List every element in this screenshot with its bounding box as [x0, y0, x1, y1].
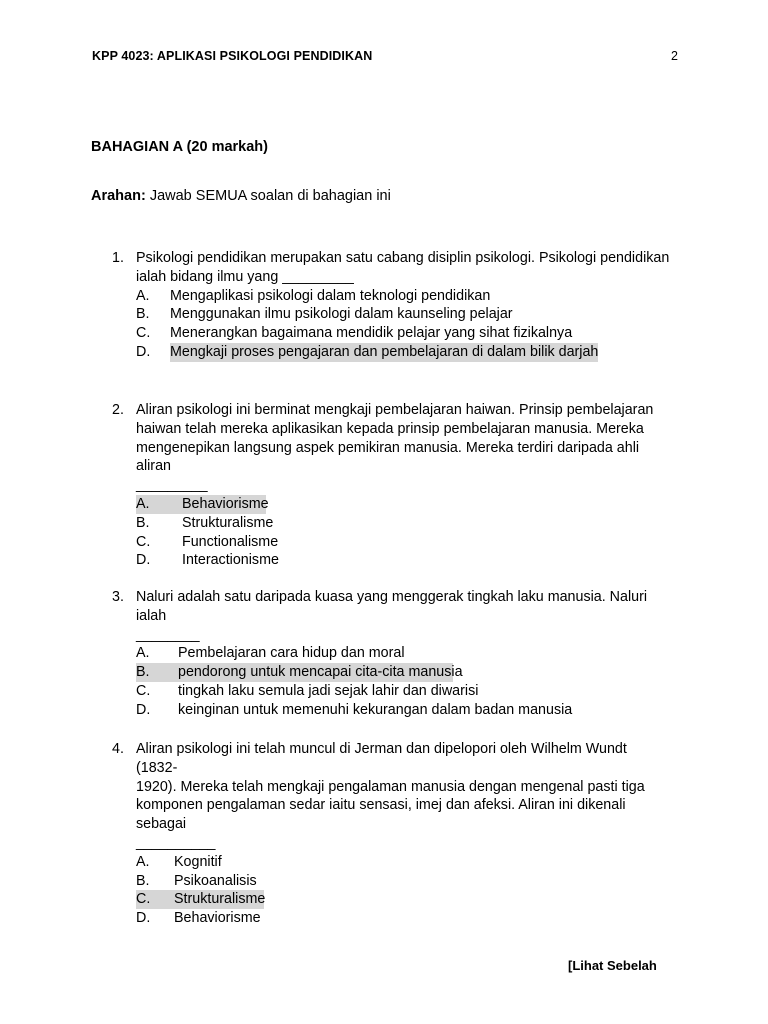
- option-a: [136, 644, 672, 663]
- option-label: A.: [136, 287, 150, 304]
- question-number: 3.: [112, 589, 124, 605]
- option-b: [136, 663, 672, 682]
- option-text-highlighted: Mengkaji proses pengajaran dan pembelajaran di dalam bilik darjah: [170, 343, 599, 360]
- page-number: 2: [671, 49, 678, 63]
- option-text: Behaviorisme: [174, 910, 261, 927]
- option-label: A.: [136, 853, 150, 870]
- question-number: 2.: [112, 402, 124, 418]
- stem-line: Aliran psikologi ini telah muncul di Jerman dan dipelopori oleh Wilhelm Wundt (1832-: [136, 741, 627, 776]
- option-label: C.: [136, 533, 151, 550]
- stem-line: Aliran psikologi ini berminat mengkaji pembelajaran haiwan. Prinsip pembelajaran: [136, 402, 654, 418]
- option-label: B.: [136, 664, 150, 681]
- option-text: Pembelajaran cara hidup dan moral: [178, 645, 405, 662]
- option-text: Behaviorisme: [182, 495, 269, 512]
- option-text: Interactionisme: [182, 552, 279, 569]
- option-label: C.: [136, 891, 151, 908]
- stem-line: komponen pengalaman sedar iaitu sensasi, imej dan afeksi. Aliran ini dikenali sebagai: [136, 797, 626, 833]
- instruction: [91, 188, 391, 204]
- option-a: [136, 287, 672, 306]
- option-label: B.: [136, 872, 150, 889]
- question-3: [112, 588, 672, 720]
- option-label: C.: [136, 325, 151, 342]
- instruction-text: Jawab SEMUA soalan di bahagian ini: [145, 188, 391, 204]
- question-number: 4.: [112, 741, 124, 757]
- stem-line: ________: [136, 626, 200, 643]
- course-header: KPP 4023: APLIKASI PSIKOLOGI PENDIDIKAN: [92, 49, 373, 63]
- option-a: [136, 495, 672, 514]
- question-2: [112, 401, 672, 570]
- option-b: [136, 514, 672, 533]
- option-text: Mengaplikasi psikologi dalam teknologi pendidikan: [170, 287, 491, 304]
- question-stem: [136, 249, 672, 287]
- options: [136, 853, 672, 928]
- option-c: [136, 324, 672, 343]
- option-text: Functionalisme: [182, 533, 279, 550]
- option-d: [136, 551, 672, 570]
- option-label: C.: [136, 682, 151, 699]
- option-label: D.: [136, 701, 151, 718]
- option-a: [136, 853, 672, 872]
- section-title: BAHAGIAN A (20 markah): [91, 139, 268, 155]
- option-label: B.: [136, 514, 150, 531]
- question-stem: [136, 740, 672, 853]
- option-highlight: [136, 495, 269, 514]
- option-d: [136, 701, 672, 720]
- option-label: B.: [136, 306, 150, 323]
- option-c: [136, 682, 672, 701]
- stem-line: mengenepikan langsung aspek pemikiran manusia. Mereka terdiri daripada ahli aliran: [136, 439, 640, 475]
- question-1: [112, 249, 672, 362]
- option-label: A.: [136, 495, 150, 512]
- option-text: Psikoanalisis: [174, 872, 257, 889]
- option-label: A.: [136, 645, 150, 662]
- option-text: Strukturalisme: [174, 891, 266, 908]
- option-b: [136, 872, 672, 891]
- stem-line: haiwan telah mereka aplikasikan kepada prinsip pembelajaran manusia. Mereka: [136, 420, 644, 437]
- option-text: Menerangkan bagaimana mendidik pelajar yang sihat fizikalnya: [170, 325, 573, 342]
- option-text: pendorong untuk mencapai cita-cita manusia: [178, 664, 463, 681]
- option-label: D.: [136, 552, 151, 569]
- option-label: D.: [136, 910, 151, 927]
- option-text: Menggunakan ilmu psikologi dalam kaunseling pelajar: [170, 306, 513, 323]
- option-text: tingkah laku semula jadi sejak lahir dan diwarisi: [178, 682, 479, 699]
- stem-line: ialah bidang ilmu yang _________: [136, 268, 354, 285]
- instruction-label: Arahan:: [91, 188, 146, 204]
- stem-line: Naluri adalah satu daripada kuasa yang menggerak tingkah laku manusia. Naluri ialah: [136, 589, 648, 624]
- question-stem: [136, 401, 672, 495]
- option-label: D.: [136, 343, 151, 360]
- question-4: [112, 740, 672, 928]
- question-number: 1.: [112, 250, 124, 266]
- option-text: Kognitif: [174, 853, 222, 870]
- option-text: keinginan untuk memenuhi kekurangan dalam badan manusia: [178, 701, 573, 718]
- option-highlight: [136, 890, 264, 909]
- options: [136, 287, 672, 362]
- option-b: [136, 305, 672, 324]
- option-d: [136, 343, 672, 362]
- question-stem: [136, 588, 672, 644]
- option-c: [136, 890, 672, 909]
- option-highlight: [136, 663, 463, 682]
- option-text: Strukturalisme: [182, 514, 274, 531]
- options: [136, 644, 672, 719]
- option-c: [136, 533, 672, 552]
- next-page-note: [Lihat Sebelah: [568, 958, 657, 973]
- option-d: [136, 909, 672, 928]
- stem-line: Psikologi pendidikan merupakan satu cabang disiplin psikologi. Psikologi pendidikan: [136, 250, 670, 266]
- stem-line: _________: [136, 477, 208, 494]
- stem-line: 1920). Mereka telah mengkaji pengalaman manusia dengan mengenal pasti tiga: [136, 778, 645, 795]
- options: [136, 495, 672, 570]
- stem-line: __________: [136, 834, 216, 851]
